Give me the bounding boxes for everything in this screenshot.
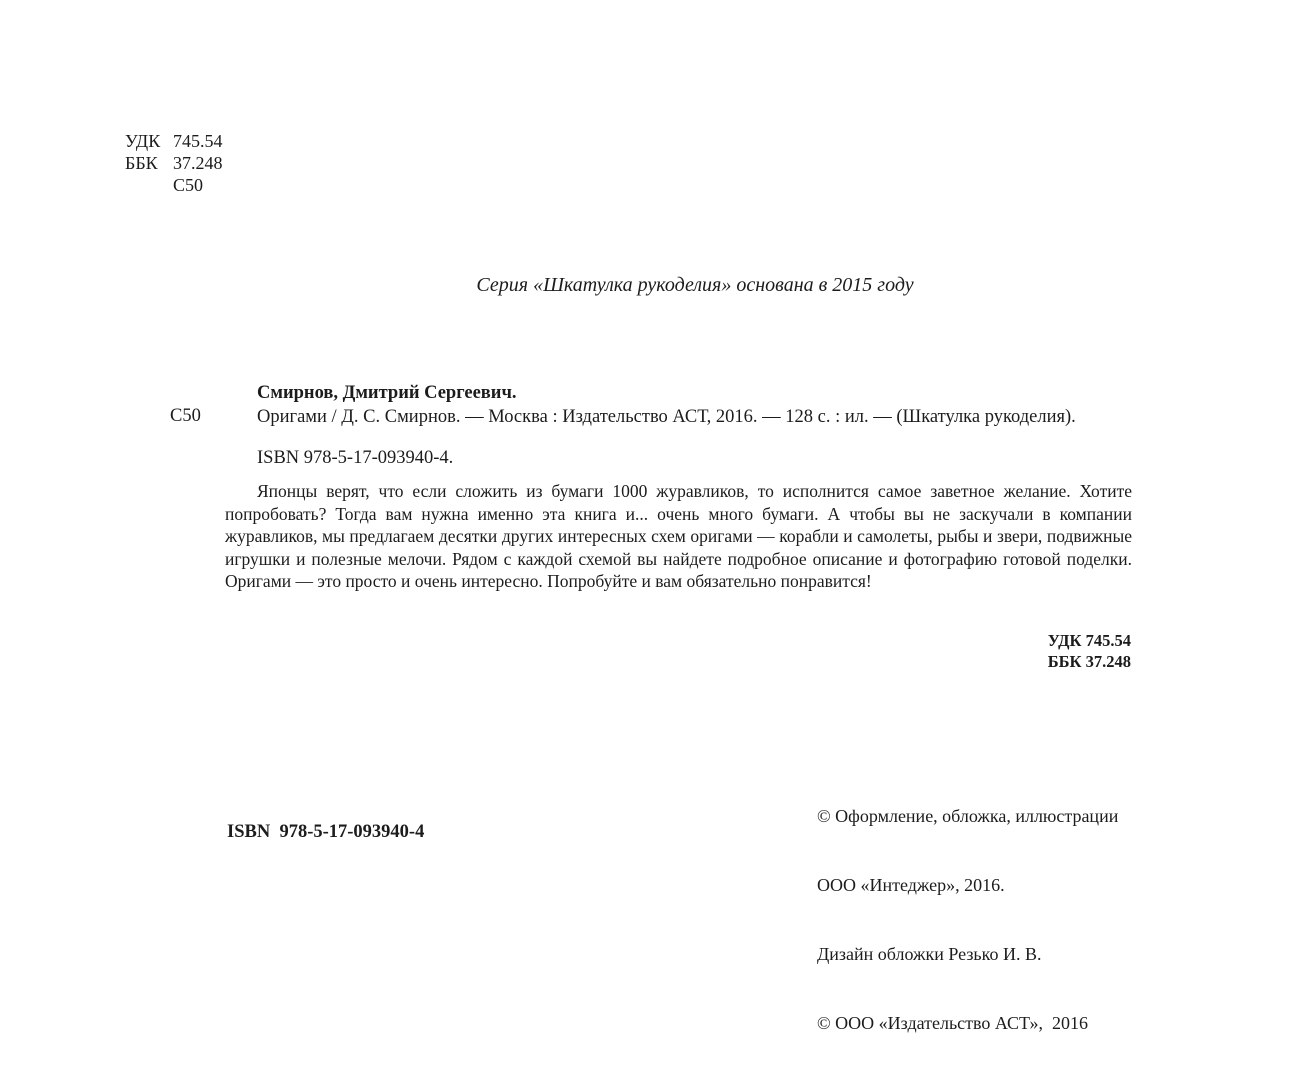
classification-block-top bbox=[125, 130, 223, 196]
annotation-text: Японцы верят, что если сложить из бумаги 1000 журавликов, то исполнится самое заветное желание. Хотите попробовать? Тогда вам нужна именно эта книга и... очень много бумаги. А чтобы вы не заскучали в компании журавликов, мы предлагаем десятки других интересных схем оригами — корабли и самолеты, рыбы и звери, подвижные игрушки и полезные мелочи. Рядом с каждой схемой вы найдете подробное описание и фотографию готовой поделки. Оригами — это просто и очень интересно. Попробуйте и вам обязательно понравится! bbox=[225, 481, 1132, 592]
copyright-block bbox=[817, 759, 1118, 1081]
isbn-catalog-line: ISBN 978-5-17-093940-4. bbox=[257, 448, 454, 468]
copyright-line-cover-designer: Дизайн обложки Резько И. В. bbox=[817, 944, 1042, 964]
isbn-bottom: ISBN 978-5-17-093940-4 bbox=[227, 822, 425, 842]
catalog-card bbox=[225, 381, 1132, 593]
bbk-right: ББК 37.248 bbox=[1047, 651, 1131, 671]
series-note: Серия «Шкатулка рукоделия» основана в 2015 году bbox=[476, 274, 914, 296]
copyright-line-design: © Оформление, обложка, иллюстрации bbox=[817, 806, 1119, 826]
author-sign-spacer bbox=[125, 174, 173, 196]
author-sign-line bbox=[125, 174, 223, 196]
udk-right: УДК 745.54 bbox=[1047, 631, 1131, 650]
author-heading: Смирнов, Дмитрий Сергеевич. bbox=[257, 383, 517, 403]
bibliographic-entry: Оригами / Д. С. Смирнов. — Москва : Издательство АСТ, 2016. — 128 с. : ил. — (Шкатулка рукоделия). bbox=[257, 407, 1076, 427]
classification-block-right bbox=[1048, 631, 1131, 672]
author-sign: С50 bbox=[173, 175, 204, 195]
copyright-line-publisher: © ООО «Издательство АСТ», 2016 bbox=[817, 1013, 1089, 1033]
margin-author-sign: С50 bbox=[170, 406, 201, 426]
udk-label: УДК bbox=[125, 131, 161, 151]
copyright-line-company: ООО «Интеджер», 2016. bbox=[817, 875, 1005, 895]
bbk-label: ББК bbox=[125, 153, 158, 173]
bbk-value: 37.248 bbox=[173, 153, 223, 173]
udk-line bbox=[125, 130, 223, 152]
udk-value: 745.54 bbox=[173, 131, 223, 151]
bbk-line bbox=[125, 152, 223, 174]
